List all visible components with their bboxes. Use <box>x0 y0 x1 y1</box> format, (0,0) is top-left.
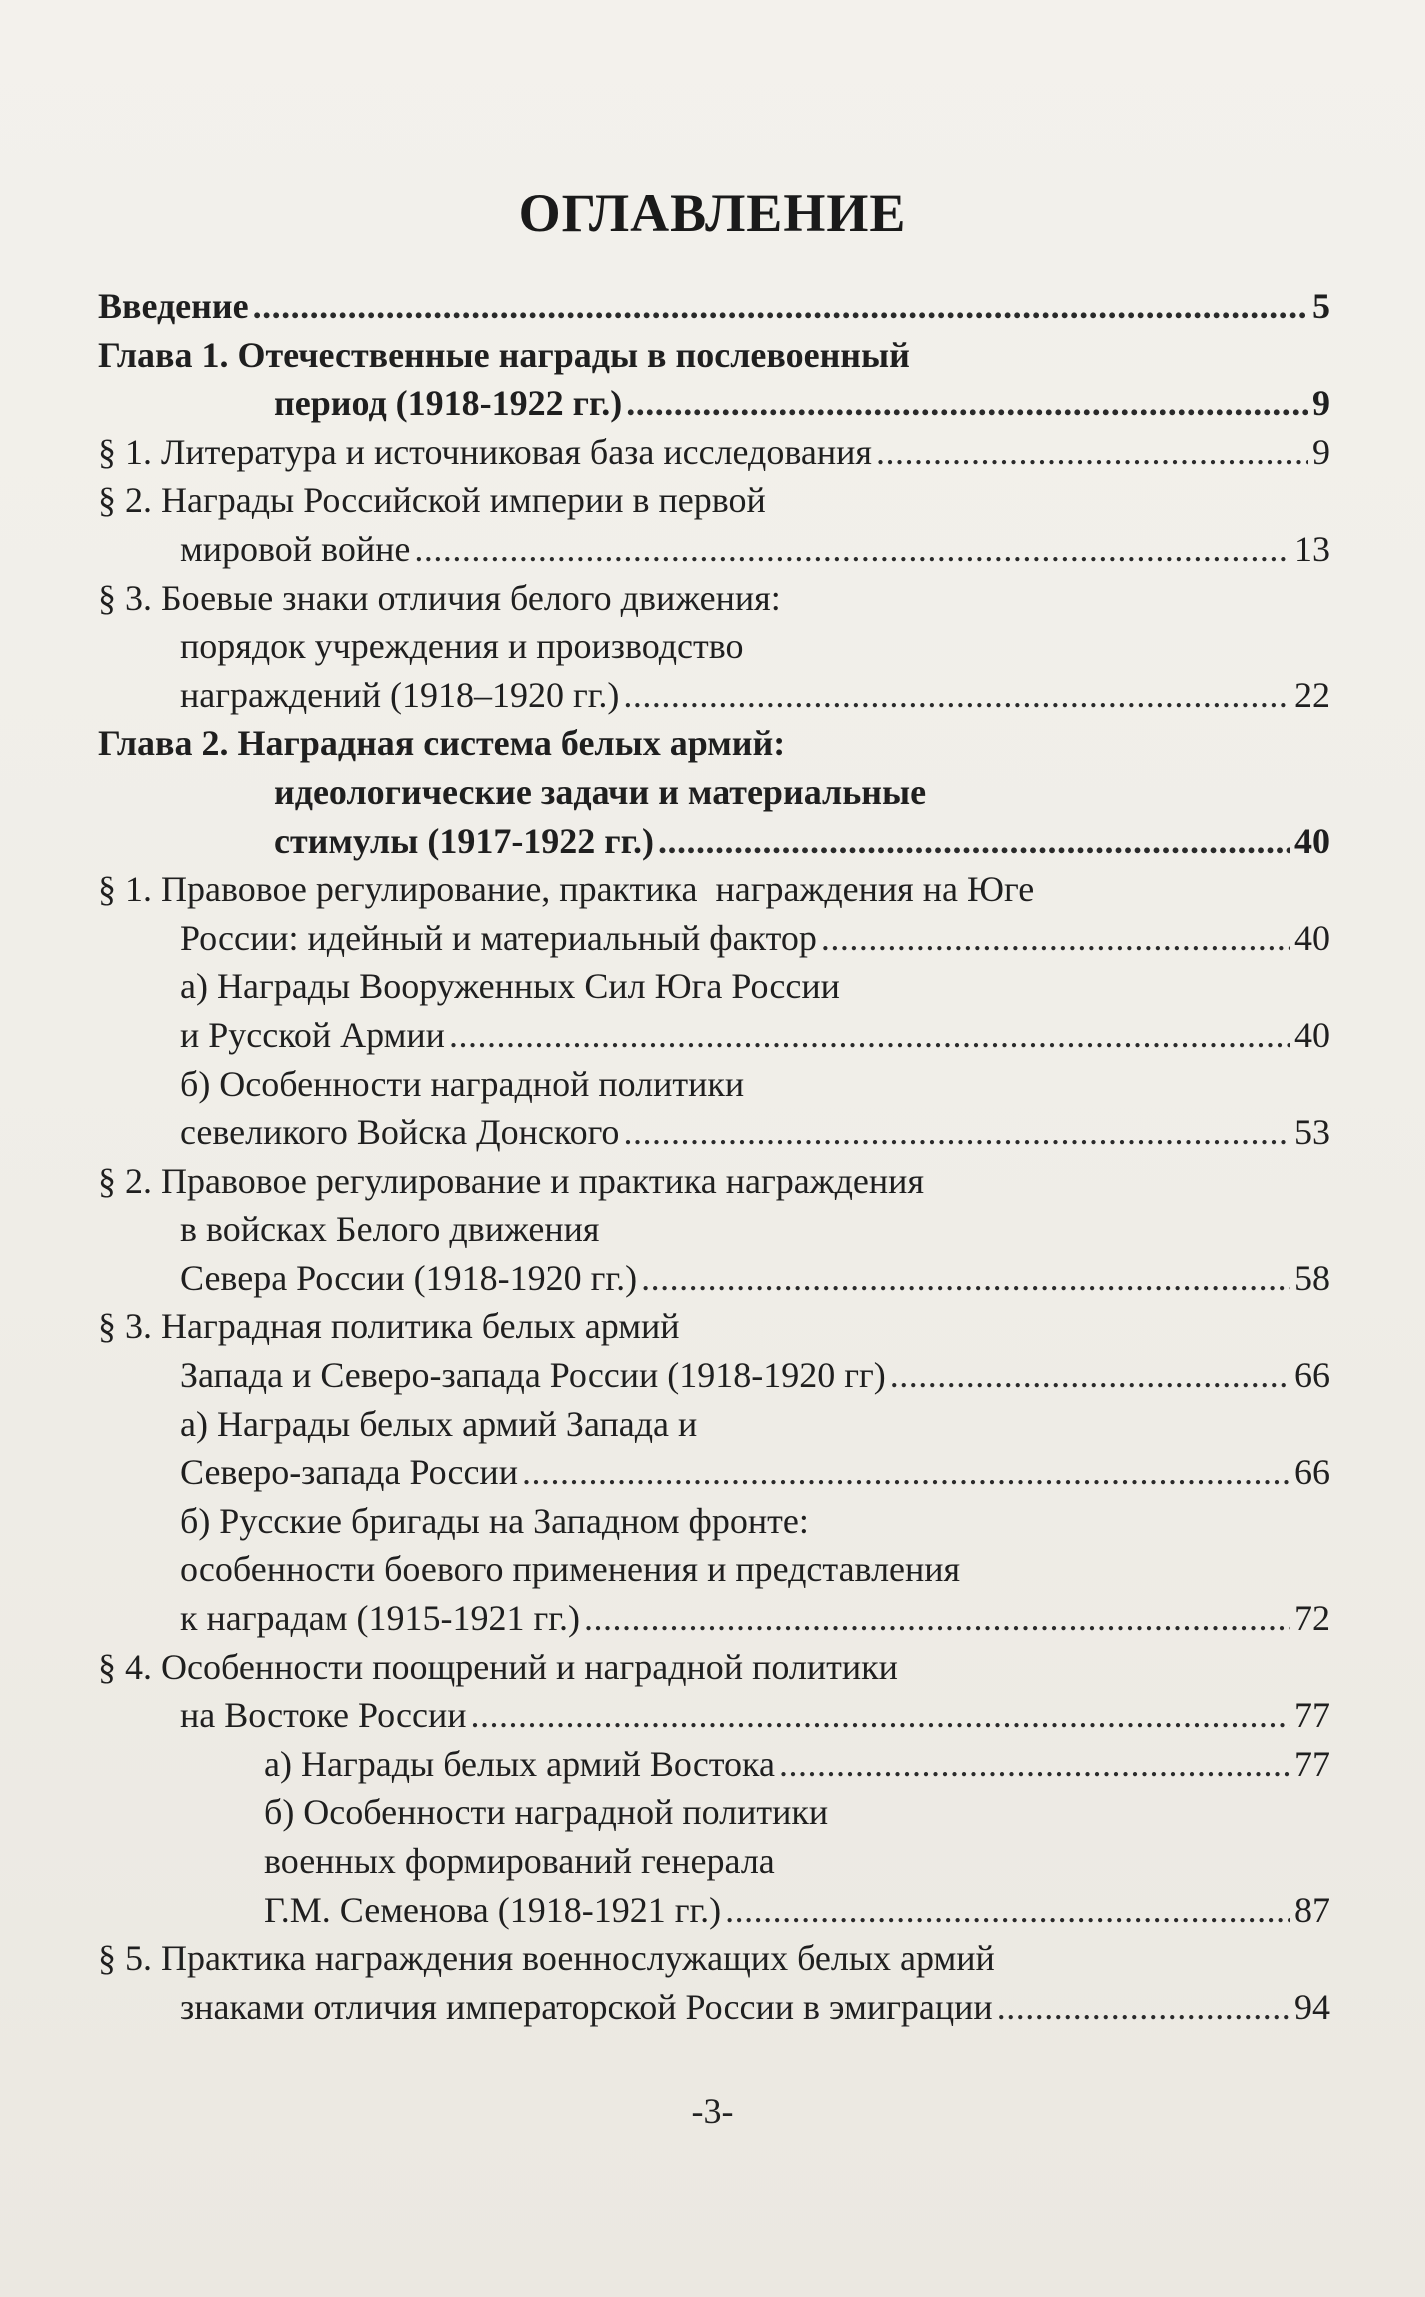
toc-entry <box>98 1011 1330 1060</box>
toc-entry-title: б) Особенности наградной политики <box>264 1792 829 1833</box>
toc-entry-title: военных формирований генерала <box>264 1841 775 1881</box>
toc-entry-title: Запада и Северо-запада России (1918-1920 гг) <box>180 1355 886 1396</box>
toc-entry-title: к наградам (1915-1921 гг.) <box>180 1598 580 1639</box>
toc-entry-title: севеликого Войска Донского <box>180 1112 620 1153</box>
toc-entry-page: 53 <box>1294 1112 1330 1153</box>
toc-entry <box>98 768 1330 817</box>
toc-entry-page: 40 <box>1294 917 1330 958</box>
page-number: -3- <box>691 2091 734 2131</box>
toc-entry <box>98 476 1330 525</box>
toc-leader-dots <box>997 1983 1290 2032</box>
toc-entry-title: § 1. Правовое регулирование, практика награждения на Юге <box>98 869 1035 910</box>
toc-leader-dots <box>470 1691 1290 1740</box>
toc-entry-title: а) Награды белых армий Запада и <box>180 1403 698 1444</box>
toc-entry <box>98 1788 1330 1837</box>
toc-entry <box>98 428 1330 477</box>
toc-entry-title: Глава 2. Наградная система белых армий: <box>98 723 786 764</box>
toc-entry <box>98 331 1330 380</box>
toc-entry <box>98 1205 1330 1254</box>
toc-entry <box>98 1594 1330 1643</box>
toc-entry <box>98 865 1330 914</box>
toc-entry <box>98 1351 1330 1400</box>
toc-leader-dots <box>623 1108 1290 1157</box>
toc-entry <box>98 1497 1330 1546</box>
toc-entry-title: § 1. Литература и источниковая база исследования <box>98 431 872 472</box>
toc-entry-page: 9 <box>1312 431 1330 472</box>
toc-entry <box>98 1302 1330 1351</box>
toc-entry-title: особенности боевого применения и представления <box>180 1549 961 1590</box>
toc-entry <box>98 282 1330 331</box>
toc-leader-dots <box>658 817 1290 866</box>
toc-entry-title: в войсках Белого движения <box>180 1209 600 1250</box>
toc-entry <box>98 817 1330 866</box>
toc-entry-title: § 3. Наградная политика белых армий <box>98 1306 680 1347</box>
toc-entry-title: Г.М. Семенова (1918-1921 гг.) <box>264 1889 722 1930</box>
toc-entry-title: идеологические задачи и материальные <box>274 771 927 812</box>
toc-entry-title: России: идейный и материальный фактор <box>180 917 817 958</box>
toc-leader-dots <box>584 1594 1290 1643</box>
toc-leader-dots <box>890 1351 1290 1400</box>
toc-entry-page: 77 <box>1294 1743 1330 1784</box>
toc-entry-title: порядок учреждения и производство <box>180 626 744 667</box>
toc-entry-title: мировой войне <box>180 528 411 569</box>
toc-entry-title: § 2. Правовое регулирование и практика награждения <box>98 1160 924 1201</box>
toc-entry-page: 87 <box>1294 1889 1330 1930</box>
toc-entry-title: § 5. Практика награждения военнослужащих белых армий <box>98 1938 995 1979</box>
page-title: ОГЛАВЛЕНИЕ <box>518 183 907 243</box>
toc-entry-page: 72 <box>1294 1598 1330 1639</box>
toc-entry <box>98 962 1330 1011</box>
toc-entry-page: 9 <box>1312 383 1330 424</box>
toc-leader-dots <box>449 1011 1290 1060</box>
toc-leader-dots <box>626 379 1308 428</box>
toc-entry-title: Введение <box>98 286 249 326</box>
toc-entry <box>98 671 1330 720</box>
toc-leader-dots <box>623 671 1290 720</box>
toc-entry-title: § 2. Награды Российской империи в первой <box>98 480 766 521</box>
toc-entry <box>98 719 1330 768</box>
toc-entry-page: 66 <box>1294 1355 1330 1396</box>
toc-entry-title: Севера России (1918-1920 гг.) <box>180 1257 638 1298</box>
toc-entry <box>98 1643 1330 1692</box>
toc-entry-title: Глава 1. Отечественные награды в послевоенный <box>98 334 910 375</box>
toc-entry-title: б) Особенности наградной политики <box>180 1063 745 1104</box>
toc-entry <box>98 1157 1330 1206</box>
toc-entry <box>98 622 1330 671</box>
toc-entry-title: стимулы (1917-1922 гг.) <box>274 820 654 861</box>
toc-entry <box>98 1448 1330 1497</box>
toc-leader-dots <box>821 914 1290 963</box>
toc-entry <box>98 1108 1330 1157</box>
toc-entry <box>98 914 1330 963</box>
toc-entry <box>98 1983 1330 2032</box>
toc-entry-page: 13 <box>1294 528 1330 569</box>
toc-entry <box>98 1545 1330 1594</box>
toc-entry <box>98 1934 1330 1983</box>
toc-entry-title: § 4. Особенности поощрений и наградной политики <box>98 1646 898 1687</box>
toc-entry-page: 40 <box>1294 1014 1330 1055</box>
toc-entry-title: знаками отличия императорской России в эмиграции <box>180 1986 993 2027</box>
toc-entry <box>98 1060 1330 1109</box>
toc-entry-page: 5 <box>1312 286 1330 326</box>
toc-entry-title: а) Награды Вооруженных Сил Юга России <box>180 966 840 1007</box>
toc-entry-title: награждений (1918–1920 гг.) <box>180 674 620 715</box>
toc-entry <box>98 574 1330 623</box>
toc-entry <box>98 1837 1330 1886</box>
toc-entry-page: 22 <box>1294 674 1330 715</box>
toc-entry <box>98 379 1330 428</box>
toc-entry <box>98 1886 1330 1935</box>
table-of-contents <box>98 282 1330 2031</box>
toc-entry-title: Северо-запада России <box>180 1452 518 1493</box>
toc-entry <box>98 1400 1330 1449</box>
toc-entry <box>98 1740 1330 1789</box>
toc-entry <box>98 525 1330 574</box>
toc-leader-dots <box>253 282 1308 331</box>
toc-entry-title: и Русской Армии <box>180 1014 445 1055</box>
toc-entry-page: 58 <box>1294 1257 1330 1298</box>
toc-leader-dots <box>641 1254 1290 1303</box>
toc-leader-dots <box>779 1740 1290 1789</box>
toc-entry-page: 77 <box>1294 1695 1330 1736</box>
toc-entry-title: на Востоке России <box>180 1695 467 1736</box>
toc-leader-dots <box>876 428 1308 477</box>
toc-leader-dots <box>725 1886 1290 1935</box>
toc-entry <box>98 1691 1330 1740</box>
toc-entry-title: § 3. Боевые знаки отличия белого движения: <box>98 577 781 618</box>
toc-entry-page: 40 <box>1294 820 1330 861</box>
toc-entry-page: 66 <box>1294 1452 1330 1493</box>
toc-entry-title: а) Награды белых армий Востока <box>264 1743 775 1784</box>
toc-entry-page: 94 <box>1294 1986 1330 2027</box>
toc-entry-title: б) Русские бригады на Западном фронте: <box>180 1500 809 1541</box>
toc-leader-dots <box>414 525 1290 574</box>
toc-leader-dots <box>522 1448 1290 1497</box>
toc-entry <box>98 1254 1330 1303</box>
toc-entry-title: период (1918-1922 гг.) <box>274 383 623 424</box>
